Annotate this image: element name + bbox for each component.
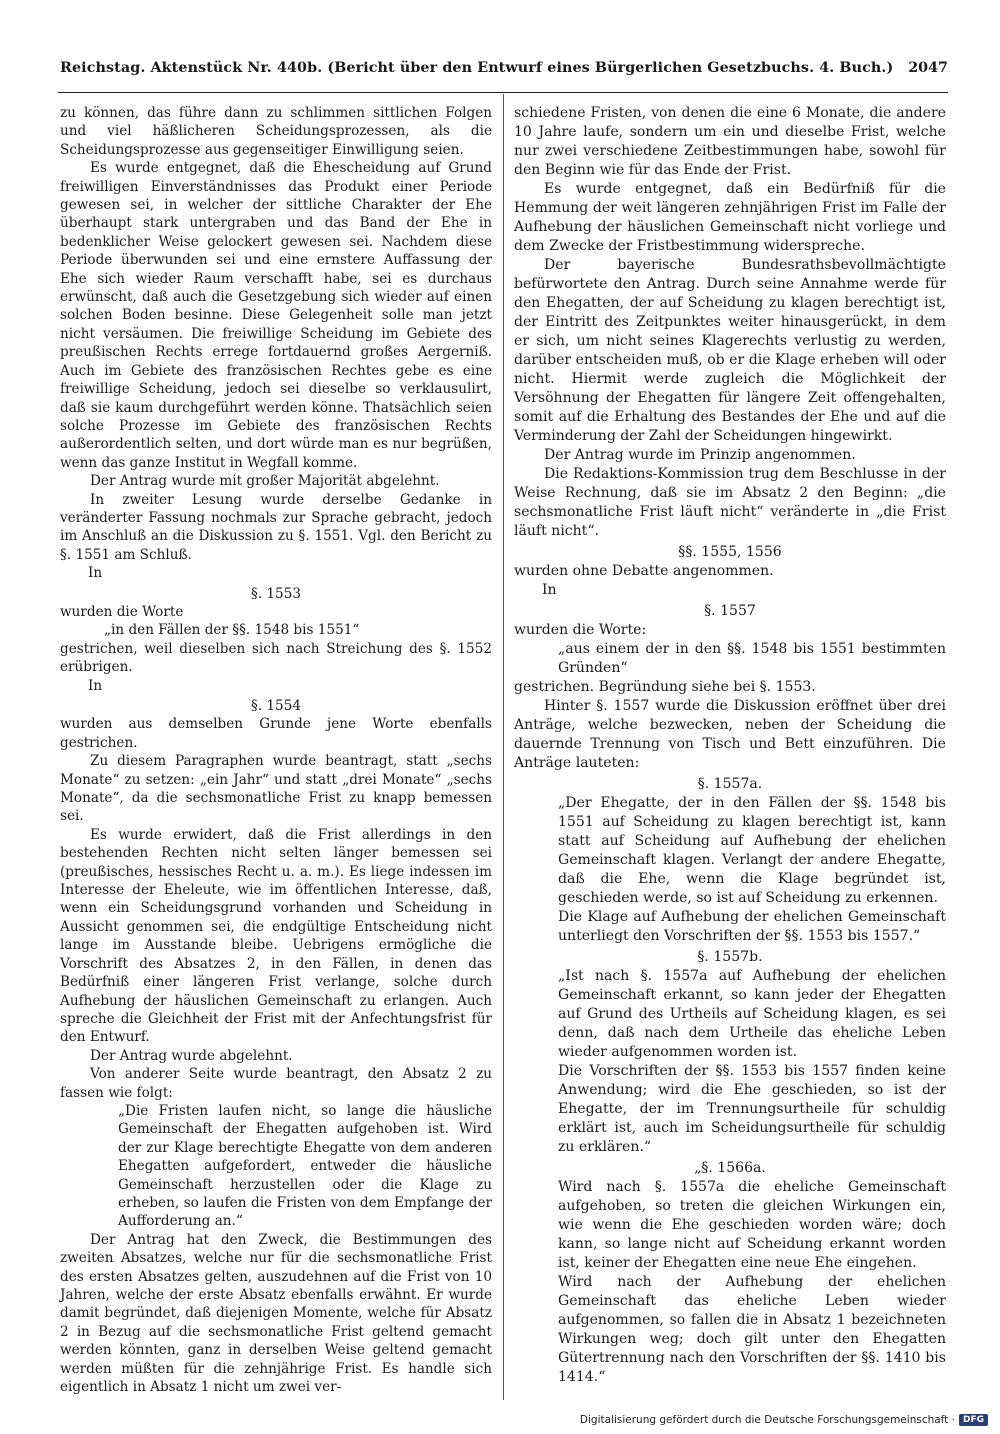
running-header [60,60,948,88]
paragraph: Der Antrag wurde mit großer Majorität abgelehnt. [90,473,440,490]
quoted-text: Die Klage auf Aufhebung der ehelichen Gemeinschaft unterliegt den Vorschriften der §§. 1553 bis 1557.“ [558,909,946,944]
paragraph: wurden aus demselben Grunde jene Worte ebenfalls gestrichen. [60,716,492,751]
paragraph: In zweiter Lesung wurde derselbe Gedanke in veränderter Fassung nochmals zur Sprache gebracht, jedoch im Anschluß an die Diskussion zu §. 1551. Vgl. den Bericht zu §. 1551 am Schluß. [60,491,492,563]
quoted-text: Wird nach §. 1557a die eheliche Gemeinschaft aufgehoben, so treten die gleichen Wirkungen ein, wie wenn die Ehe geschieden worden wäre; doch kann, so lange nicht auf Scheidung erkannt worden ist, keiner der Ehegatten eine neue Ehe eingehen. [558,1179,946,1271]
paragraph: wurden die Worte: [514,622,647,638]
left-column [60,104,492,1396]
quoted-text: Wird nach der Aufhebung der ehelichen Gemeinschaft das eheliche Leben wieder aufgenommen, so fallen die in Absatz 1 bezeichneten Wirkungen weg; doch gilt unter den Ehegatten Gütertrennung nach den Vorschriften der §§. 1410 bis 1414.“ [558,1274,946,1385]
section-heading: §. 1557 [704,603,756,619]
section-heading: §. 1554 [250,698,302,714]
paragraph: Der Antrag wurde im Prinzip angenommen. [544,447,856,463]
header-title: Reichstag. Aktenstück Nr. 440b. (Bericht über den Entwurf eines Bürgerlichen Gesetzbuchs. 4. Buch.) [60,60,894,76]
paragraph: wurden die Worte [60,603,184,620]
right-column [514,104,946,1387]
paragraph: Von anderer Seite wurde beantragt, den Absatz 2 zu fassen wie folgt: [60,1066,492,1101]
paragraph: Es wurde entgegnet, daß ein Bedürfniß für die Hemmung der weit längeren zehnjährigen Frist im Falle der Aufhebung der häuslichen Gemeinschaft nicht vorliege und dem Zwecke der Fristbestimmung widerspreche. [514,181,946,254]
column-divider [503,94,504,1400]
quoted-text: „in den Fällen der §§. 1548 bis 1551“ [104,622,360,639]
paragraph: gestrichen. Begründung siehe bei §. 1553. [514,679,816,695]
paragraph: wurden ohne Debatte angenommen. [514,563,774,579]
page-number: 2047 [908,60,948,76]
paragraph: Zu diesem Paragraphen wurde beantragt, statt „sechs Monate“ zu setzen: „ein Jahr“ und statt „drei Monate“ „sechs Monate“, da die sechsmonatliche Frist zu knapp bemessen sei. [60,753,492,825]
lead-word: In [88,565,103,582]
section-heading: §. 1553 [250,585,302,602]
footer-credit [580,1414,988,1426]
section-heading: §. 1557a. [697,776,763,792]
paragraph: Es wurde entgegnet, daß die Ehescheidung auf Grund freiwilligen Einverständnisses das Produkt einer Periode gewesen sei, in welcher der sittliche Charakter der Ehe überhaupt stark untergraben und das Band der Ehe in bedenklicher Weise gelockert gewesen sei. Nachdem diese Periode überwunden sei und eine ernstere Auffassung der Ehe sich wieder Raum verschafft habe, sei es durchaus erwünscht, daß auch die Gesetzgebung sich wieder auf einen solchen Boden besinne. Diese Gelegenheit solle man jetzt nicht versäumen. Die freiwillige Scheidung im Gebiete des preußischen Rechts errege fortdauernd großes Aergerniß. Auch im Gebiete des französischen Rechtes gebe es eine freiwillige Scheidung, jedoch sei dieselbe so verklausulirt, daß sie kaum durchgeführt werden könne. Thatsächlich seien solche Prozesse im Gebiete des französischen Rechts außerordentlich selten, und dort würde man es nur begrüßen, wenn das ganze Institut in Wegfall komme. [60,160,492,471]
lead-word: In [542,582,557,598]
quoted-text: „Ist nach §. 1557a auf Aufhebung der ehelichen Gemeinschaft erkannt, so kann jeder der Ehegatten auf Grund des Urtheils auf Scheidung klagen, es sei denn, daß nach dem Urtheile das eheliche Leben wieder aufgenommen worden ist. [558,968,946,1060]
paragraph: gestrichen, weil dieselben sich nach Streichung des §. 1552 erübrigen. [60,640,492,676]
paragraph: Der bayerische Bundesrathsbevollmächtigte befürwortete den Antrag. Durch seine Annahme werde für den Ehegatten, der auf Scheidung zu klagen berechtigt ist, der Eintritt des Zeitpunktes weiter hinausgerückt, in dem er sich, um nicht seines Klagerechts verlustig zu werden, darüber entscheiden muß, ob er die Klage erheben will oder nicht. Hiermit werde zugleich die Möglichkeit der Versöhnung der Ehegatten für längere Zeit offengehalten, somit auf die Erhaltung des Bestandes der Ehe und auf die Verminderung der Zahl der Scheidungen hingewirkt. [514,257,946,444]
paragraph: schiedene Fristen, von denen die eine 6 Monate, die andere 10 Jahre laufe, sondern um ein und dieselbe Frist, welche nur zwei verschiedene Zeitbestimmungen habe, sowohl für den Beginn wie für das Ende der Frist. [514,105,946,178]
section-heading: §§. 1555, 1556 [678,544,782,560]
lead-word: In [88,677,103,694]
paragraph: Es wurde erwidert, daß die Frist allerdings in den bestehenden Rechten nicht selten länger bemessen sei (preußisches, hessisches Recht u. a. m.). Es liege indessen im Interesse der Eheleute, wie im öffentlichen Interesse, daß, wenn ein Scheidungsgrund vorhanden und Scheidung in Aussicht genommen sei, die endgültige Entscheidung nicht lange im Ausstande bleibe. Uebrigens ermögliche die Vorschrift des Absatzes 2, in den Fällen, in denen das Bedürfniß einer längeren Frist verlange, solche durch Aufhebung der häuslichen Gemeinschaft zu erlangen. Auch spreche die Gleichheit der Frist mit der Anfechtungsfrist für den Entwurf. [60,826,492,1046]
section-heading: §. 1557b. [697,949,763,965]
paragraph: zu können, das führe dann zu schlimmen sittlichen Folgen und viel häßlicheren Scheidungsprozessen, als die Scheidungsprozesse aus gegenseitiger Einwilligung seien. [60,105,492,158]
quoted-text: „Die Fristen laufen nicht, so lange die häusliche Gemeinschaft der Ehegatten aufgehoben ist. Wird der zur Klage berechtigte Ehegatte von dem anderen Ehegatten aufgefordert, entweder die häusliche Gemeinschaft herzustellen oder die Klage zu erheben, so laufen die Fristen von dem Empfange der Aufforderung an.“ [118,1102,492,1230]
paragraph: Der Antrag wurde abgelehnt. [90,1047,293,1064]
footer-text: Digitalisierung gefördert durch die Deutsche Forschungsgemeinschaft · [579,1414,955,1426]
dfg-logo: DFG [959,1414,988,1426]
paragraph: Die Redaktions-Kommission trug dem Beschlusse in der Weise Rechnung, daß sie im Absatz 2 den Beginn: „die sechsmonatliche Frist läuft nicht“ veränderte in „die Frist läuft nicht“. [514,466,946,539]
section-heading: „§. 1566a. [694,1160,766,1176]
paragraph: Der Antrag hat den Zweck, die Bestimmungen des zweiten Absatzes, welche nur für die sechsmonatliche Frist des ersten Absatzes gelten, auszudehnen auf die Frist von 10 Jahren, welche der erste Absatz ebenfalls erwähnt. Er wurde damit begründet, daß diejenigen Momente, welche für Absatz 2 in Bezug auf die sechsmonatliche Frist geltend gemacht werden könnten, ganz in derselben Weise geltend gemacht werden müßten für die zehnjährige Frist. Es handle sich eigentlich in Absatz 1 nicht um zwei ver- [60,1231,492,1396]
quoted-text: Die Vorschriften der §§. 1553 bis 1557 finden keine Anwendung; wird die Ehe geschieden, so ist der Ehegatte, der im Trennungsurtheile für schuldig erklärt ist, auch im Scheidungsurtheile für schuldig zu erklären.“ [558,1063,946,1155]
quoted-text: „Der Ehegatte, der in den Fällen der §§. 1548 bis 1551 auf Scheidung zu klagen berechtigt ist, kann statt auf Scheidung auf Aufhebung der ehelichen Gemeinschaft klagen. Verlangt der andere Ehegatte, daß die Ehe, wenn die Klage begründet ist, geschieden werde, so ist auf Scheidung zu erkennen. [558,795,946,906]
quoted-text: „aus einem der in den §§. 1548 bis 1551 bestimmten Gründen“ [558,641,946,676]
header-rule [58,92,948,93]
paragraph: Hinter §. 1557 wurde die Diskussion eröffnet über drei Anträge, welche bezwecken, neben der Scheidung die dauernde Trennung von Tisch und Bett einzuführen. Die Anträge lauteten: [514,698,946,771]
